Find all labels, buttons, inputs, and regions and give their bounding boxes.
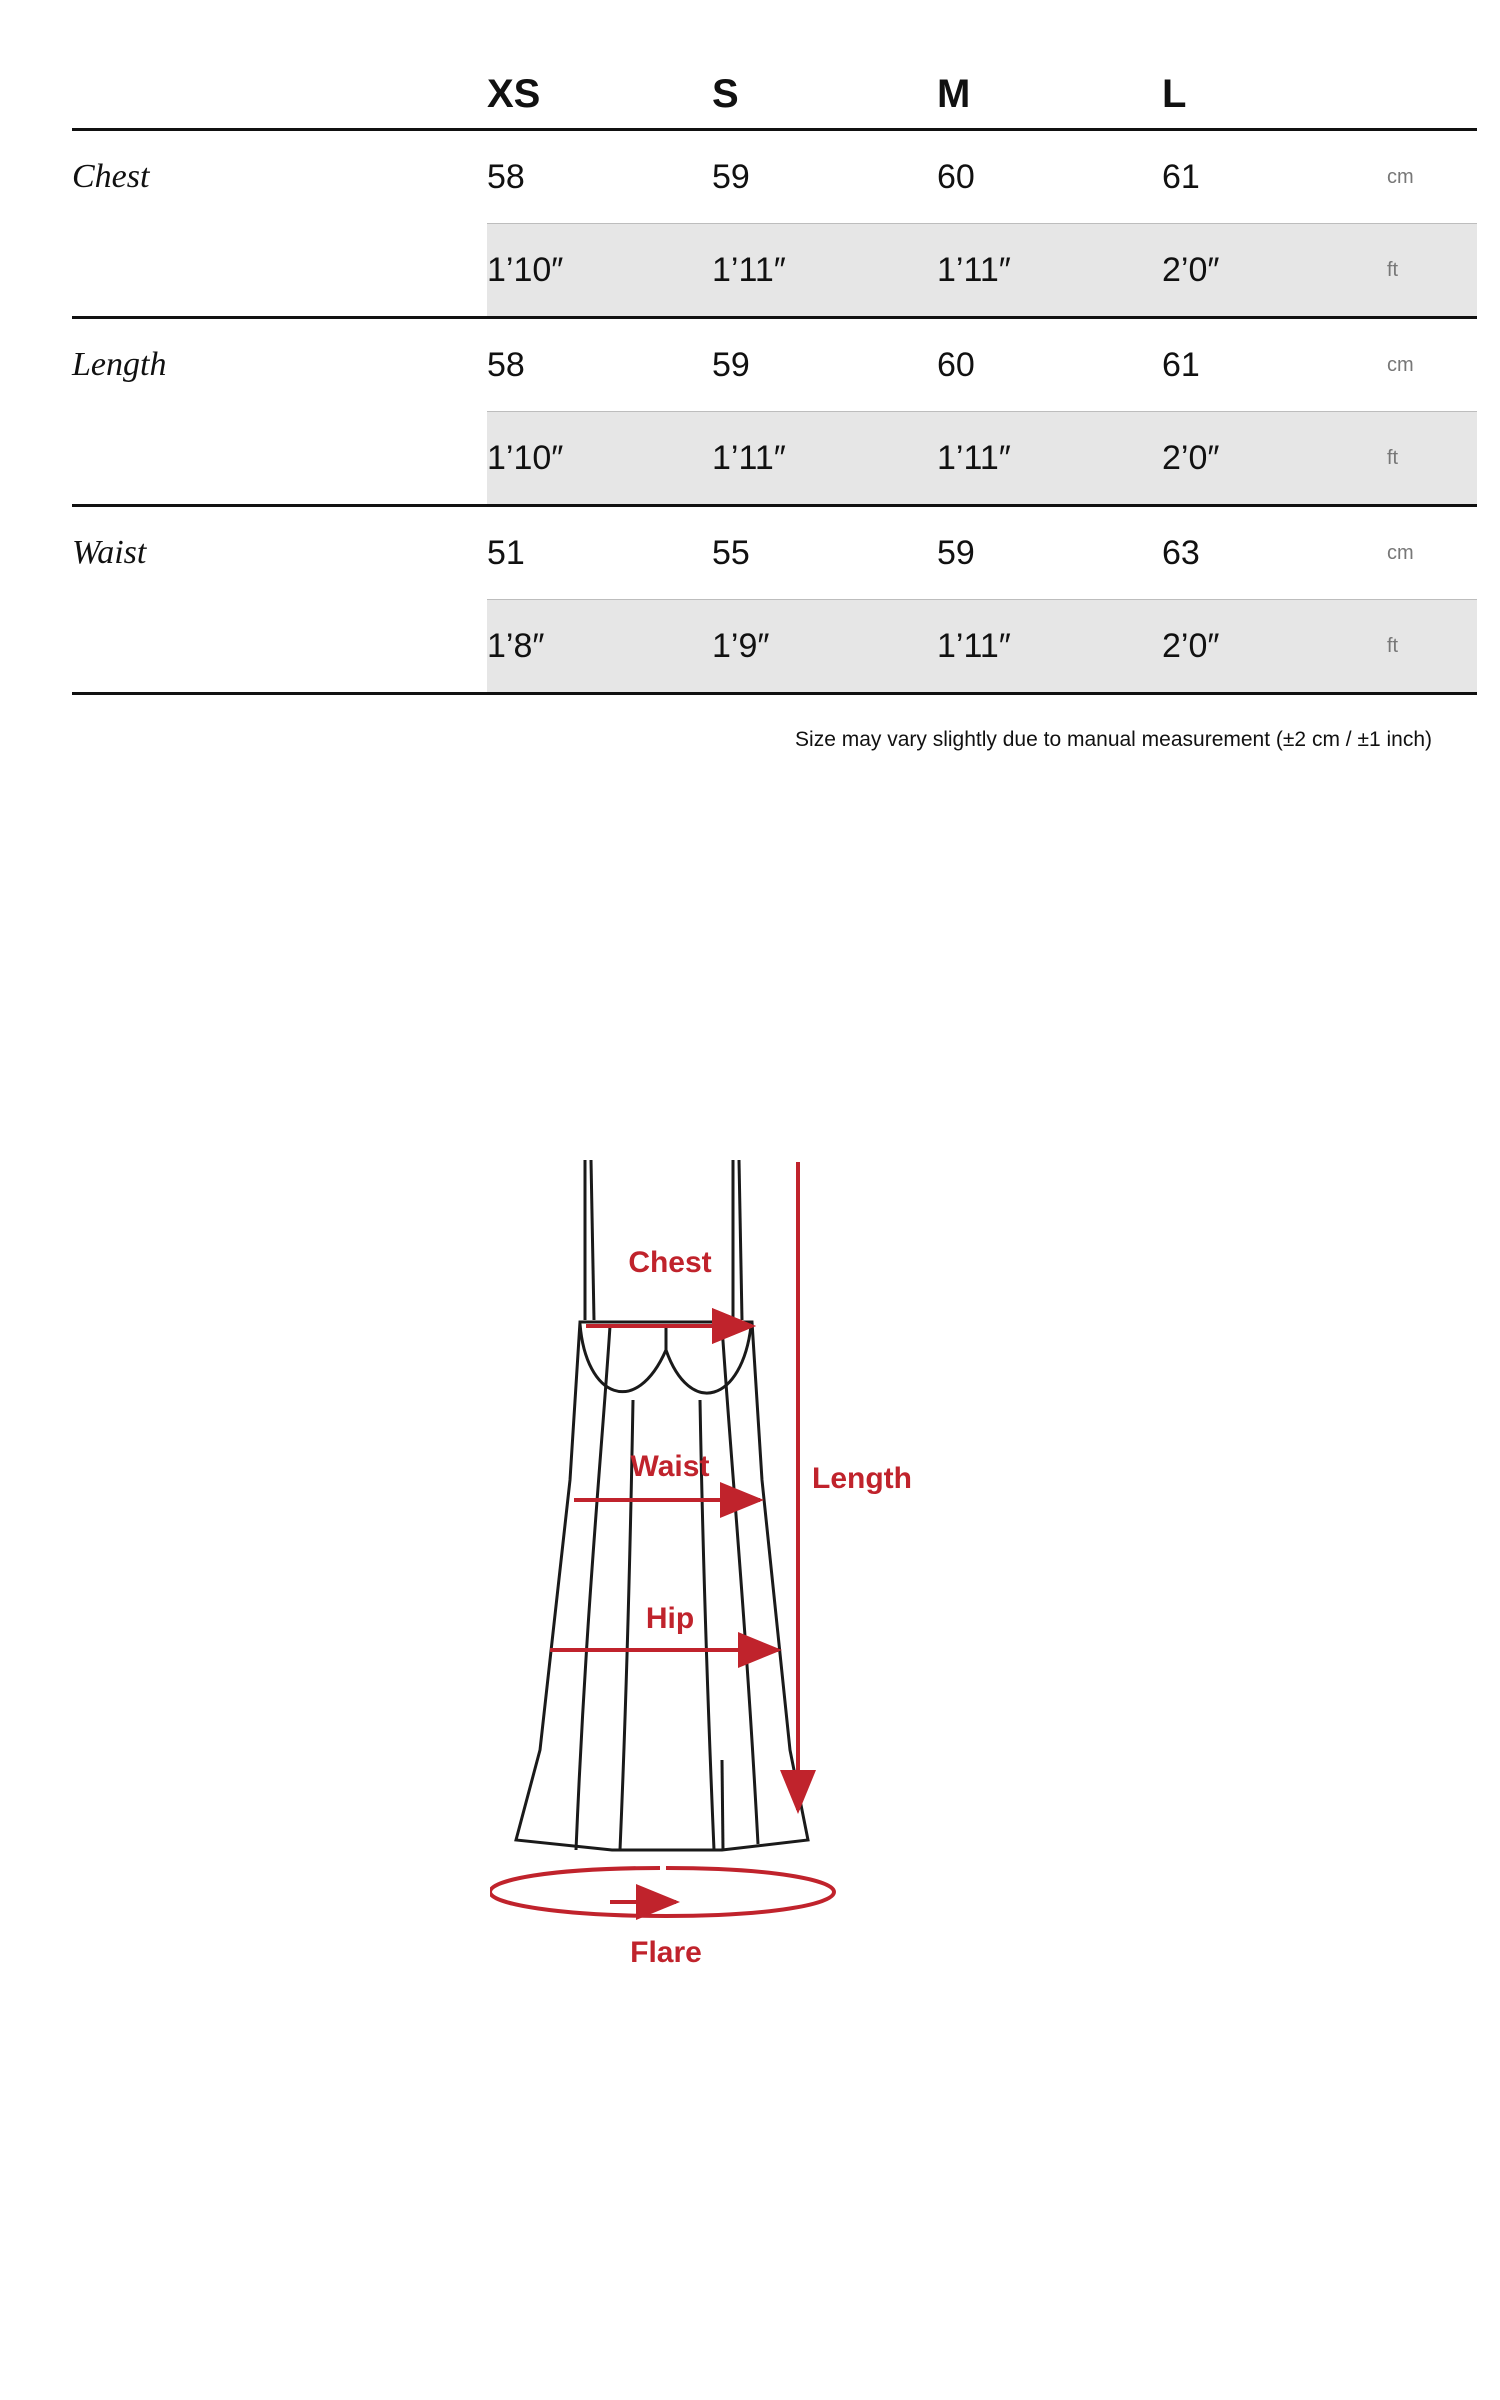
table-row [72,224,1477,318]
unit-label-ft: ft [1387,412,1477,506]
cell-waist-cm-s: 55 [712,506,937,600]
label-chest: Chest [628,1246,712,1279]
flare-ellipse [490,1868,834,1916]
size-chart-table [72,60,1477,695]
cell-waist-cm-xs: 51 [487,506,712,600]
cell-chest-ft-xs: 1’10″ [487,224,712,318]
table-row [72,412,1477,506]
cell-chest-cm-s: 59 [712,130,937,224]
cell-waist-ft-s: 1’9″ [712,600,937,694]
cell-length-ft-xs: 1’10″ [487,412,712,506]
row-label-chest: Chest [72,130,487,224]
label-hip: Hip [645,1602,695,1635]
row-label-length-ft-spacer [72,412,487,506]
table-row [72,318,1477,412]
row-label-waist-ft-spacer [72,600,487,694]
row-label-chest-ft-spacer [72,224,487,318]
size-chart-table-wrap [72,60,1432,695]
cell-chest-cm-xs: 58 [487,130,712,224]
cell-chest-cm-m: 60 [937,130,1162,224]
row-label-waist: Waist [72,506,487,600]
label-waist: Waist [630,1450,710,1483]
unit-label-ft: ft [1387,224,1477,318]
column-header-l: L [1162,71,1187,116]
cell-length-cm-l: 61 [1162,318,1387,412]
cell-length-cm-xs: 58 [487,318,712,412]
header-unit-blank [1387,60,1477,130]
column-header-s: S [712,71,739,116]
cell-chest-ft-m: 1’11″ [937,224,1162,318]
unit-label-cm: cm [1387,130,1477,224]
label-flare: Flare [630,1936,702,1969]
cell-length-ft-s: 1’11″ [712,412,937,506]
label-length: Length [812,1462,912,1495]
row-label-length: Length [72,318,487,412]
measurement-note: Size may vary slightly due to manual measurement (±2 cm / ±1 inch) [795,728,1432,751]
cell-length-ft-m: 1’11″ [937,412,1162,506]
cell-waist-cm-m: 59 [937,506,1162,600]
column-header-xs: XS [487,71,541,116]
cell-chest-cm-l: 61 [1162,130,1387,224]
unit-label-ft: ft [1387,600,1477,694]
table-header-row [72,60,1477,130]
table-row [72,600,1477,694]
header-blank [72,60,487,130]
cell-waist-ft-xs: 1’8″ [487,600,712,694]
unit-label-cm: cm [1387,318,1477,412]
dress-straps [585,1160,742,1320]
dress-body-outline [516,1322,808,1850]
cell-chest-ft-s: 1’11″ [712,224,937,318]
cell-waist-cm-l: 63 [1162,506,1387,600]
table-row [72,506,1477,600]
cell-length-cm-m: 60 [937,318,1162,412]
cell-waist-ft-m: 1’11″ [937,600,1162,694]
cell-chest-ft-l: 2’0″ [1162,224,1387,318]
unit-label-cm: cm [1387,506,1477,600]
table-row [72,130,1477,224]
column-header-m: M [937,71,971,116]
cell-length-ft-l: 2’0″ [1162,412,1387,506]
cell-waist-ft-l: 2’0″ [1162,600,1387,694]
dress-measurement-diagram [490,1150,1050,1990]
cell-length-cm-s: 59 [712,318,937,412]
